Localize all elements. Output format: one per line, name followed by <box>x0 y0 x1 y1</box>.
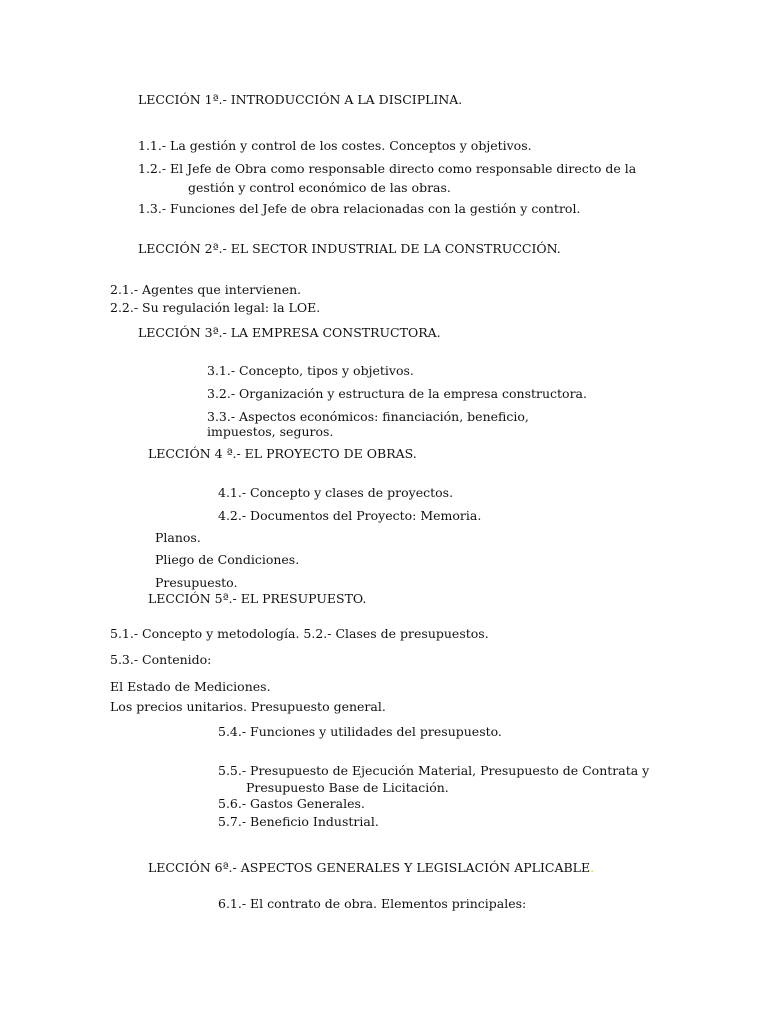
section-3-3-continued: impuestos, seguros. <box>207 424 334 439</box>
section-3-2: 3.2.- Organización y estructura de la empresa constructora. <box>207 386 587 401</box>
section-2-1: 2.1.- Agentes que intervienen. <box>110 282 302 297</box>
item-planos: Planos. <box>155 530 201 545</box>
section-5-7: 5.7.- Beneficio Industrial. <box>218 814 379 829</box>
section-5-1-5-2: 5.1.- Concepto y metodología. 5.2.- Clases de presupuestos. <box>110 626 489 641</box>
lesson-3-heading: LECCIÓN 3ª.- LA EMPRESA CONSTRUCTORA. <box>138 325 441 340</box>
item-presupuesto: Presupuesto. <box>155 575 238 590</box>
section-5-4: 5.4.- Funciones y utilidades del presupuesto. <box>218 724 502 739</box>
lesson-6-heading <box>148 860 594 875</box>
lesson-6-heading-dot: . <box>590 860 595 875</box>
section-1-2: 1.2.- El Jefe de Obra como responsable directo como responsable directo de la <box>138 161 637 176</box>
lesson-4-heading: LECCIÓN 4 ª.- EL PROYECTO DE OBRAS. <box>148 446 417 461</box>
section-2-2: 2.2.- Su regulación legal: la LOE. <box>110 300 321 315</box>
section-1-1: 1.1.- La gestión y control de los costes. Conceptos y objetivos. <box>138 138 532 153</box>
lesson-1-heading: LECCIÓN 1ª.- INTRODUCCIÓN A LA DISCIPLINA. <box>138 92 463 107</box>
section-3-1: 3.1.- Concepto, tipos y objetivos. <box>207 363 414 378</box>
item-pliego: Pliego de Condiciones. <box>155 552 300 567</box>
item-estado-mediciones: El Estado de Mediciones. <box>110 679 271 694</box>
section-1-2-continued: gestión y control económico de las obras. <box>188 180 451 195</box>
lesson-5-heading: LECCIÓN 5ª.- EL PRESUPUESTO. <box>148 591 367 606</box>
section-6-1: 6.1.- El contrato de obra. Elementos principales: <box>218 896 527 911</box>
section-5-3: 5.3.- Contenido: <box>110 652 212 667</box>
lesson-2-heading: LECCIÓN 2ª.- EL SECTOR INDUSTRIAL DE LA CONSTRUCCIÓN. <box>138 241 561 256</box>
section-5-6: 5.6.- Gastos Generales. <box>218 796 365 811</box>
section-5-5-continued: Presupuesto Base de Licitación. <box>246 780 449 795</box>
section-3-3: 3.3.- Aspectos económicos: financiación, beneficio, <box>207 409 529 424</box>
section-4-1: 4.1.- Concepto y clases de proyectos. <box>218 485 454 500</box>
section-5-5: 5.5.- Presupuesto de Ejecución Material, Presupuesto de Contrata y <box>218 763 650 778</box>
item-precios-unitarios: Los precios unitarios. Presupuesto general. <box>110 699 386 714</box>
section-1-3: 1.3.- Funciones del Jefe de obra relacionadas con la gestión y control. <box>138 201 581 216</box>
lesson-6-heading-text: LECCIÓN 6ª.- ASPECTOS GENERALES Y LEGISLACIÓN APLICABLE <box>148 860 591 875</box>
section-4-2: 4.2.- Documentos del Proyecto: Memoria. <box>218 508 482 523</box>
